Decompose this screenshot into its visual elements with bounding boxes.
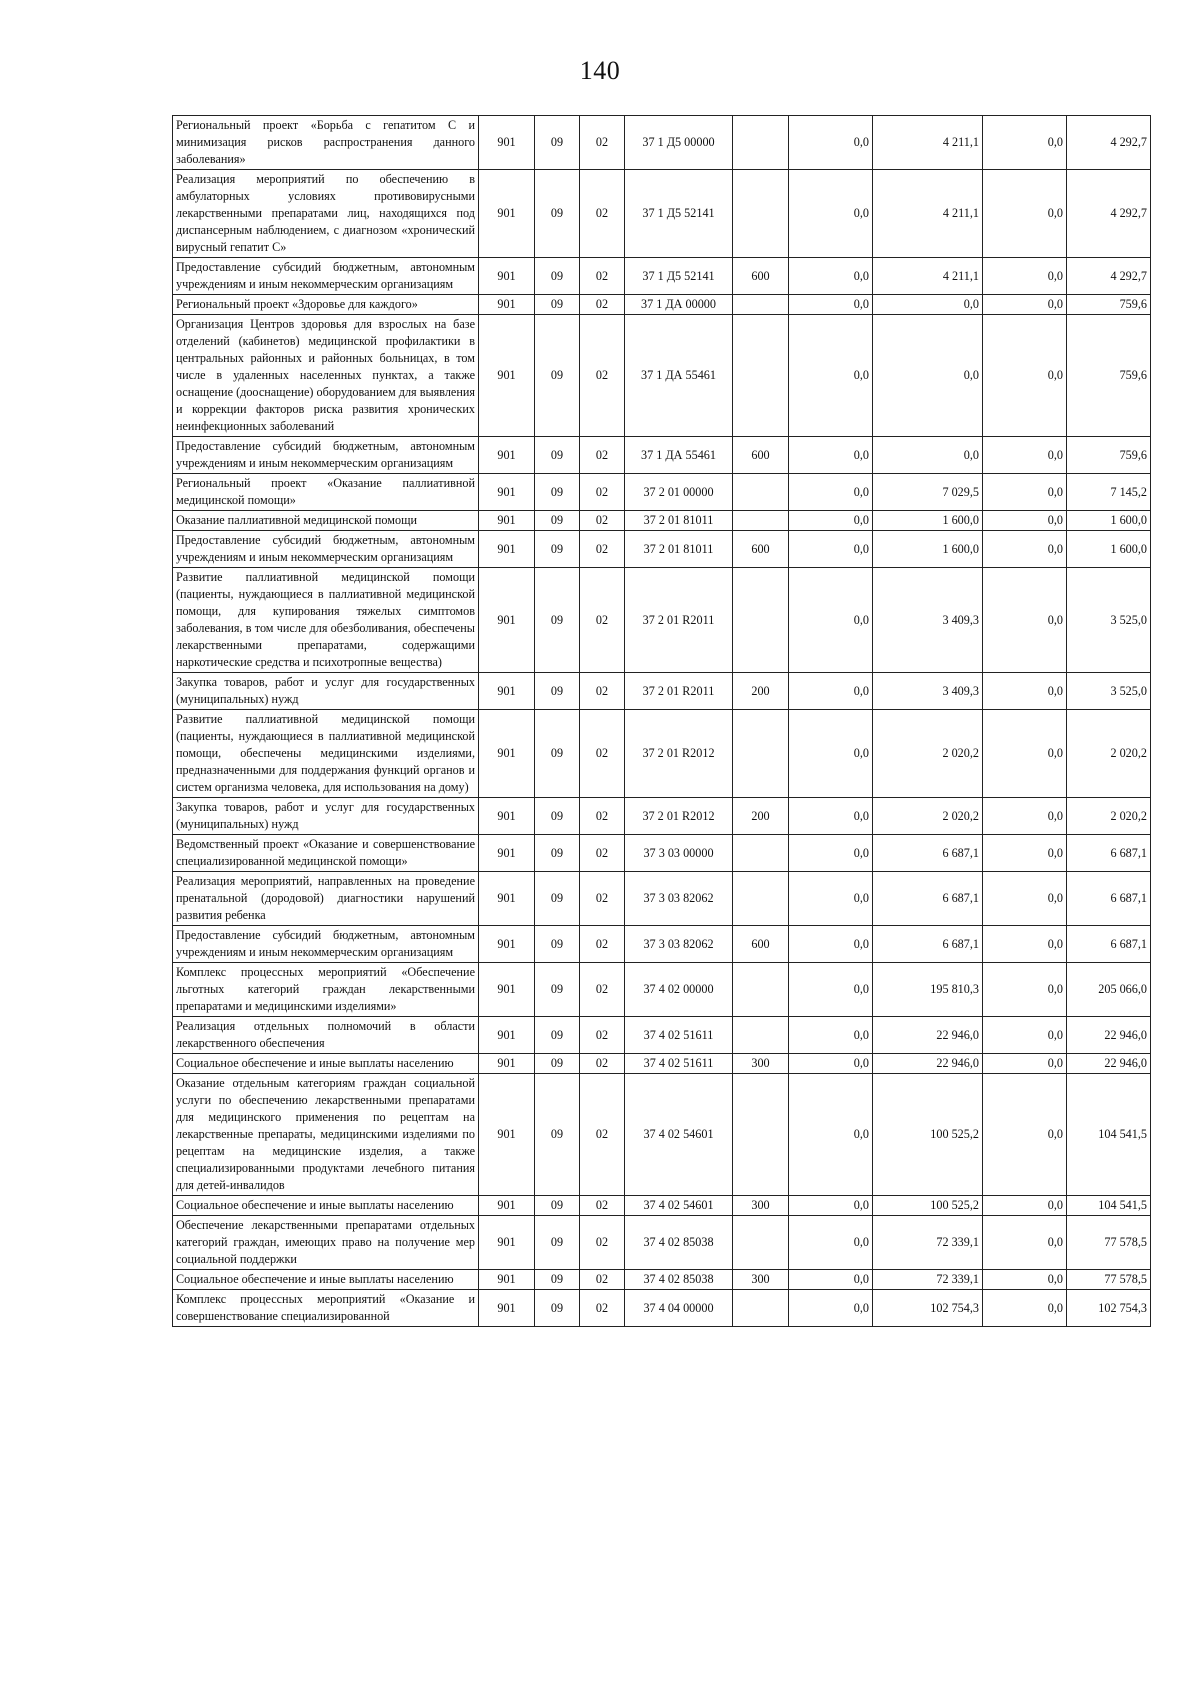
cell-section: 09 [535,1196,580,1216]
cell-amount-3: 0,0 [983,710,1067,798]
cell-admin-code: 901 [479,1290,535,1327]
cell-target-article: 37 4 02 54601 [625,1074,733,1196]
cell-name: Реализация мероприятий, направленных на проведение пренатальной (дородовой) диагностики нарушений развития ребенка [173,872,479,926]
cell-amount-2: 100 525,2 [873,1074,983,1196]
cell-amount-2: 0,0 [873,295,983,315]
cell-name: Предоставление субсидий бюджетным, автономным учреждениям и иным некоммерческим организациям [173,258,479,295]
cell-admin-code: 901 [479,1216,535,1270]
cell-amount-3: 0,0 [983,798,1067,835]
cell-target-article: 37 4 02 85038 [625,1270,733,1290]
table-row [173,710,1151,798]
cell-amount-1: 0,0 [789,1196,873,1216]
cell-admin-code: 901 [479,872,535,926]
cell-amount-4: 6 687,1 [1067,926,1151,963]
cell-subsection: 02 [580,673,625,710]
cell-target-article: 37 2 01 R2012 [625,798,733,835]
cell-subsection: 02 [580,474,625,511]
cell-amount-3: 0,0 [983,474,1067,511]
cell-expense-type: 600 [733,258,789,295]
table-row [173,872,1151,926]
cell-amount-4: 759,6 [1067,437,1151,474]
cell-amount-1: 0,0 [789,1270,873,1290]
cell-amount-2: 3 409,3 [873,673,983,710]
cell-amount-2: 6 687,1 [873,926,983,963]
cell-amount-4: 1 600,0 [1067,531,1151,568]
page-number: 140 [579,56,621,85]
cell-admin-code: 901 [479,170,535,258]
cell-subsection: 02 [580,1196,625,1216]
cell-expense-type [733,295,789,315]
cell-admin-code: 901 [479,963,535,1017]
cell-amount-4: 7 145,2 [1067,474,1151,511]
cell-amount-1: 0,0 [789,258,873,295]
cell-subsection: 02 [580,926,625,963]
cell-target-article: 37 2 01 R2011 [625,568,733,673]
cell-name: Реализация отдельных полномочий в области лекарственного обеспечения [173,1017,479,1054]
table-row [173,531,1151,568]
cell-amount-2: 2 020,2 [873,710,983,798]
cell-amount-3: 0,0 [983,437,1067,474]
cell-amount-3: 0,0 [983,258,1067,295]
cell-expense-type: 600 [733,531,789,568]
cell-expense-type [733,710,789,798]
cell-name: Реализация мероприятий по обеспечению в амбулаторных условиях противовирусными лекарственными препаратами лиц, находящихся под диспансерным наблюдением, с диагнозом «хронический вирусный гепатит С» [173,170,479,258]
cell-amount-1: 0,0 [789,673,873,710]
cell-amount-2: 1 600,0 [873,511,983,531]
cell-amount-2: 4 211,1 [873,258,983,295]
cell-name: Региональный проект «Борьба с гепатитом С и минимизация рисков распространения данного заболевания» [173,116,479,170]
cell-target-article: 37 1 Д5 52141 [625,258,733,295]
cell-expense-type [733,568,789,673]
cell-expense-type [733,1216,789,1270]
cell-target-article: 37 4 02 54601 [625,1196,733,1216]
table-row [173,1270,1151,1290]
cell-amount-1: 0,0 [789,315,873,437]
cell-expense-type: 600 [733,926,789,963]
cell-admin-code: 901 [479,116,535,170]
cell-expense-type [733,835,789,872]
cell-admin-code: 901 [479,835,535,872]
cell-amount-1: 0,0 [789,1074,873,1196]
cell-amount-2: 72 339,1 [873,1216,983,1270]
cell-amount-3: 0,0 [983,1270,1067,1290]
cell-subsection: 02 [580,1290,625,1327]
cell-amount-1: 0,0 [789,926,873,963]
cell-name: Предоставление субсидий бюджетным, автономным учреждениям и иным некоммерческим организациям [173,926,479,963]
cell-target-article: 37 2 01 R2012 [625,710,733,798]
cell-amount-1: 0,0 [789,710,873,798]
cell-amount-2: 4 211,1 [873,116,983,170]
cell-expense-type [733,116,789,170]
cell-amount-2: 102 754,3 [873,1290,983,1327]
cell-name: Закупка товаров, работ и услуг для государственных (муниципальных) нужд [173,798,479,835]
cell-amount-2: 1 600,0 [873,531,983,568]
cell-section: 09 [535,295,580,315]
cell-amount-3: 0,0 [983,315,1067,437]
cell-name: Ведомственный проект «Оказание и совершенствование специализированной медицинской помощи» [173,835,479,872]
cell-amount-1: 0,0 [789,170,873,258]
budget-table [172,115,1151,1327]
cell-expense-type [733,1074,789,1196]
cell-subsection: 02 [580,170,625,258]
cell-target-article: 37 2 01 R2011 [625,673,733,710]
table-row [173,798,1151,835]
cell-amount-2: 195 810,3 [873,963,983,1017]
cell-amount-4: 3 525,0 [1067,673,1151,710]
cell-amount-2: 6 687,1 [873,835,983,872]
cell-amount-2: 0,0 [873,437,983,474]
cell-admin-code: 901 [479,531,535,568]
cell-section: 09 [535,474,580,511]
cell-amount-3: 0,0 [983,1054,1067,1074]
cell-name: Развитие паллиативной медицинской помощи (пациенты, нуждающиеся в паллиативной медицинской помощи, обеспечены медицинскими изделиями, предназначенными для поддержания функций органов и систем организма человека, для использования на дому) [173,710,479,798]
cell-amount-1: 0,0 [789,474,873,511]
cell-section: 09 [535,835,580,872]
table-row [173,295,1151,315]
table-body [173,116,1151,1327]
cell-amount-1: 0,0 [789,798,873,835]
cell-subsection: 02 [580,116,625,170]
cell-admin-code: 901 [479,1054,535,1074]
cell-name: Предоставление субсидий бюджетным, автономным учреждениям и иным некоммерческим организациям [173,437,479,474]
cell-target-article: 37 1 Д5 52141 [625,170,733,258]
cell-admin-code: 901 [479,1196,535,1216]
cell-amount-2: 100 525,2 [873,1196,983,1216]
cell-subsection: 02 [580,258,625,295]
cell-amount-1: 0,0 [789,872,873,926]
table-row [173,673,1151,710]
cell-amount-3: 0,0 [983,1017,1067,1054]
cell-admin-code: 901 [479,295,535,315]
cell-amount-4: 104 541,5 [1067,1074,1151,1196]
cell-amount-4: 102 754,3 [1067,1290,1151,1327]
table-row [173,963,1151,1017]
cell-amount-3: 0,0 [983,116,1067,170]
cell-amount-1: 0,0 [789,295,873,315]
cell-section: 09 [535,511,580,531]
cell-expense-type: 600 [733,437,789,474]
cell-amount-2: 6 687,1 [873,872,983,926]
table-row [173,170,1151,258]
cell-expense-type: 200 [733,798,789,835]
cell-name: Комплекс процессных мероприятий «Обеспечение льготных категорий граждан лекарственными препаратами и медицинскими изделиями» [173,963,479,1017]
cell-amount-2: 22 946,0 [873,1054,983,1074]
cell-amount-3: 0,0 [983,872,1067,926]
cell-expense-type [733,1290,789,1327]
cell-amount-4: 104 541,5 [1067,1196,1151,1216]
cell-target-article: 37 2 01 00000 [625,474,733,511]
cell-section: 09 [535,170,580,258]
cell-target-article: 37 4 04 00000 [625,1290,733,1327]
cell-expense-type: 300 [733,1196,789,1216]
cell-amount-4: 2 020,2 [1067,798,1151,835]
table-row [173,1017,1151,1054]
cell-expense-type [733,511,789,531]
cell-amount-4: 3 525,0 [1067,568,1151,673]
cell-subsection: 02 [580,295,625,315]
cell-subsection: 02 [580,835,625,872]
cell-section: 09 [535,1290,580,1327]
cell-expense-type [733,872,789,926]
cell-amount-2: 3 409,3 [873,568,983,673]
cell-amount-1: 0,0 [789,511,873,531]
table-row [173,1290,1151,1327]
cell-name: Организация Центров здоровья для взрослых на базе отделений (кабинетов) медицинской профилактики в центральных районных и районных больницах, в том числе в удаленных населенных пунктах, а также оснащение (дооснащение) оборудованием для выявления и коррекции факторов риска развития хронических неинфекционных заболеваний [173,315,479,437]
cell-amount-4: 4 292,7 [1067,116,1151,170]
cell-section: 09 [535,116,580,170]
cell-admin-code: 901 [479,1017,535,1054]
cell-amount-1: 0,0 [789,531,873,568]
cell-amount-4: 6 687,1 [1067,835,1151,872]
cell-amount-2: 22 946,0 [873,1017,983,1054]
cell-amount-1: 0,0 [789,437,873,474]
cell-target-article: 37 1 Д5 00000 [625,116,733,170]
cell-admin-code: 901 [479,258,535,295]
cell-amount-3: 0,0 [983,835,1067,872]
cell-name: Обеспечение лекарственными препаратами отдельных категорий граждан, имеющих право на получение мер социальной поддержки [173,1216,479,1270]
cell-subsection: 02 [580,531,625,568]
cell-target-article: 37 1 ДА 55461 [625,315,733,437]
table-row [173,1074,1151,1196]
cell-amount-3: 0,0 [983,511,1067,531]
cell-section: 09 [535,531,580,568]
cell-admin-code: 901 [479,798,535,835]
cell-amount-3: 0,0 [983,1216,1067,1270]
cell-admin-code: 901 [479,926,535,963]
cell-amount-3: 0,0 [983,1074,1067,1196]
cell-subsection: 02 [580,1270,625,1290]
cell-section: 09 [535,1270,580,1290]
cell-section: 09 [535,673,580,710]
cell-amount-4: 2 020,2 [1067,710,1151,798]
cell-amount-3: 0,0 [983,1196,1067,1216]
cell-amount-3: 0,0 [983,963,1067,1017]
cell-section: 09 [535,872,580,926]
table-row [173,258,1151,295]
cell-target-article: 37 4 02 51611 [625,1054,733,1074]
cell-amount-4: 77 578,5 [1067,1270,1151,1290]
table-row [173,511,1151,531]
cell-amount-1: 0,0 [789,835,873,872]
cell-amount-4: 22 946,0 [1067,1017,1151,1054]
cell-section: 09 [535,798,580,835]
cell-subsection: 02 [580,710,625,798]
cell-name: Региональный проект «Здоровье для каждого» [173,295,479,315]
cell-expense-type [733,963,789,1017]
cell-section: 09 [535,568,580,673]
cell-admin-code: 901 [479,568,535,673]
cell-section: 09 [535,315,580,437]
cell-name: Предоставление субсидий бюджетным, автономным учреждениям и иным некоммерческим организациям [173,531,479,568]
cell-subsection: 02 [580,1074,625,1196]
cell-subsection: 02 [580,872,625,926]
cell-subsection: 02 [580,1216,625,1270]
cell-amount-4: 759,6 [1067,315,1151,437]
cell-name: Региональный проект «Оказание паллиативной медицинской помощи» [173,474,479,511]
cell-target-article: 37 3 03 00000 [625,835,733,872]
cell-subsection: 02 [580,437,625,474]
cell-target-article: 37 1 ДА 55461 [625,437,733,474]
cell-subsection: 02 [580,963,625,1017]
cell-section: 09 [535,710,580,798]
cell-admin-code: 901 [479,1074,535,1196]
cell-amount-3: 0,0 [983,531,1067,568]
cell-section: 09 [535,437,580,474]
table-row [173,1054,1151,1074]
cell-section: 09 [535,1017,580,1054]
cell-amount-3: 0,0 [983,926,1067,963]
cell-target-article: 37 4 02 85038 [625,1216,733,1270]
cell-amount-2: 0,0 [873,315,983,437]
cell-name: Социальное обеспечение и иные выплаты населению [173,1054,479,1074]
cell-expense-type [733,1017,789,1054]
cell-name: Развитие паллиативной медицинской помощи (пациенты, нуждающиеся в паллиативной медицинской помощи, для купирования тяжелых симптомов заболевания, в том числе для обезболивания, обеспечены лекарственными препаратами, содержащими наркотические средства и психотропные вещества) [173,568,479,673]
cell-admin-code: 901 [479,474,535,511]
cell-section: 09 [535,963,580,1017]
cell-expense-type [733,170,789,258]
cell-amount-4: 77 578,5 [1067,1216,1151,1270]
cell-amount-3: 0,0 [983,568,1067,673]
cell-amount-1: 0,0 [789,116,873,170]
cell-amount-2: 72 339,1 [873,1270,983,1290]
cell-expense-type [733,315,789,437]
cell-target-article: 37 4 02 51611 [625,1017,733,1054]
table-row [173,1216,1151,1270]
cell-amount-1: 0,0 [789,1017,873,1054]
cell-admin-code: 901 [479,673,535,710]
cell-amount-3: 0,0 [983,295,1067,315]
cell-expense-type: 300 [733,1054,789,1074]
table-row [173,315,1151,437]
cell-amount-4: 759,6 [1067,295,1151,315]
cell-amount-2: 2 020,2 [873,798,983,835]
cell-target-article: 37 3 03 82062 [625,872,733,926]
cell-admin-code: 901 [479,511,535,531]
table-row [173,835,1151,872]
cell-subsection: 02 [580,315,625,437]
cell-amount-4: 1 600,0 [1067,511,1151,531]
cell-amount-1: 0,0 [789,1290,873,1327]
cell-subsection: 02 [580,568,625,673]
cell-admin-code: 901 [479,437,535,474]
cell-section: 09 [535,1216,580,1270]
cell-name: Закупка товаров, работ и услуг для государственных (муниципальных) нужд [173,673,479,710]
cell-amount-2: 4 211,1 [873,170,983,258]
cell-subsection: 02 [580,511,625,531]
cell-amount-4: 22 946,0 [1067,1054,1151,1074]
cell-target-article: 37 2 01 81011 [625,511,733,531]
cell-name: Социальное обеспечение и иные выплаты населению [173,1196,479,1216]
table-row [173,1196,1151,1216]
cell-amount-3: 0,0 [983,673,1067,710]
cell-name: Оказание паллиативной медицинской помощи [173,511,479,531]
cell-admin-code: 901 [479,315,535,437]
table-row [173,437,1151,474]
cell-expense-type: 200 [733,673,789,710]
table-row [173,474,1151,511]
cell-amount-3: 0,0 [983,1290,1067,1327]
cell-amount-1: 0,0 [789,1216,873,1270]
cell-subsection: 02 [580,1054,625,1074]
cell-target-article: 37 4 02 00000 [625,963,733,1017]
cell-section: 09 [535,926,580,963]
cell-target-article: 37 1 ДА 00000 [625,295,733,315]
cell-subsection: 02 [580,798,625,835]
table-row [173,116,1151,170]
cell-name: Оказание отдельным категориям граждан социальной услуги по обеспечению лекарственными препаратами для медицинского применения по рецептам на лекарственные препараты, медицинскими изделиями по рецептам на медицинские изделия, а также специализированными продуктами лечебного питания для детей-инвалидов [173,1074,479,1196]
cell-amount-1: 0,0 [789,568,873,673]
cell-name: Социальное обеспечение и иные выплаты населению [173,1270,479,1290]
cell-target-article: 37 2 01 81011 [625,531,733,568]
cell-admin-code: 901 [479,710,535,798]
cell-admin-code: 901 [479,1270,535,1290]
cell-amount-1: 0,0 [789,1054,873,1074]
cell-amount-2: 7 029,5 [873,474,983,511]
cell-section: 09 [535,258,580,295]
cell-section: 09 [535,1054,580,1074]
cell-amount-4: 205 066,0 [1067,963,1151,1017]
cell-amount-4: 4 292,7 [1067,170,1151,258]
cell-amount-4: 6 687,1 [1067,872,1151,926]
cell-section: 09 [535,1074,580,1196]
cell-expense-type: 300 [733,1270,789,1290]
cell-amount-4: 4 292,7 [1067,258,1151,295]
cell-subsection: 02 [580,1017,625,1054]
cell-amount-1: 0,0 [789,963,873,1017]
cell-amount-3: 0,0 [983,170,1067,258]
cell-name: Комплекс процессных мероприятий «Оказание и совершенствование специализированной [173,1290,479,1327]
table-row [173,568,1151,673]
cell-target-article: 37 3 03 82062 [625,926,733,963]
table-row [173,926,1151,963]
cell-expense-type [733,474,789,511]
